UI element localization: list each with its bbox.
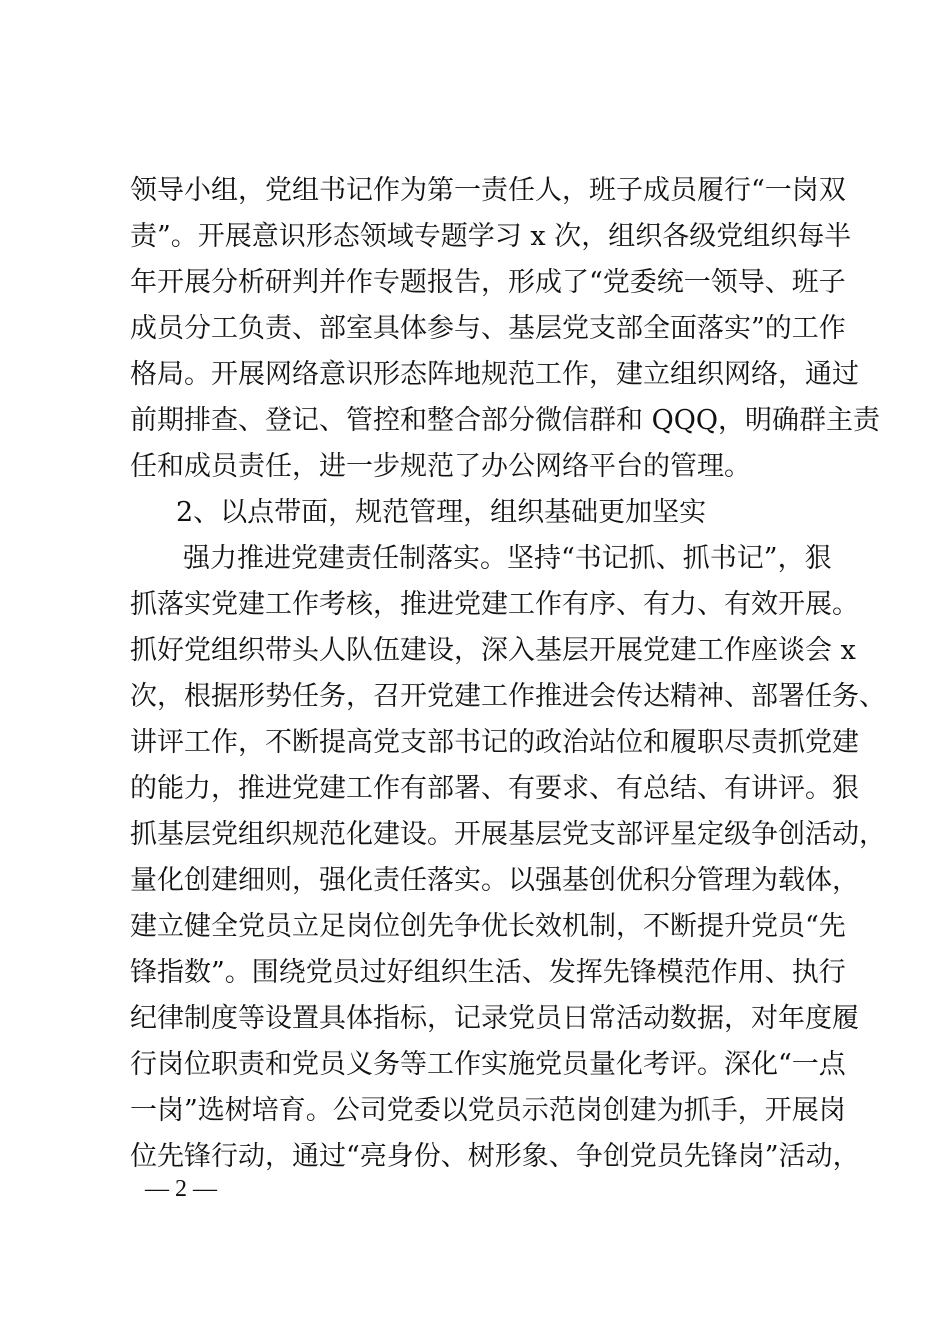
- body-text-line: 抓落实党建工作考核，推进党建工作有序、有力、有效开展。: [130, 589, 859, 620]
- body-text-line: 行岗位职责和党员义务等工作实施党员量化考评。深化“一点: [130, 1049, 846, 1080]
- body-text-line: 格局。开展网络意识形态阵地规范工作，建立组织网络，通过: [130, 359, 859, 390]
- body-text-line: 建立健全党员立足岗位创先争优长效机制，不断提升党员“先: [130, 911, 846, 942]
- body-text-line: 位先锋行动，通过“亮身份、树形象、争创党员先锋岗”活动，: [130, 1141, 860, 1172]
- body-text-line: 次，根据形势任务，召开党建工作推进会传达精神、部署任务、: [130, 681, 886, 712]
- body-text-line: 一岗”选树培育。公司党委以党员示范岗创建为抓手，开展岗: [130, 1095, 846, 1126]
- body-text-line: 责”。开展意识形态领域专题学习 x 次，组织各级党组织每半: [130, 221, 852, 252]
- body-text-line: 领导小组，党组书记作为第一责任人，班子成员履行“一岗双: [130, 175, 846, 206]
- body-text-line: 任和成员责任，进一步规范了办公网络平台的管理。: [130, 451, 751, 482]
- body-text-line: 抓基层党组织规范化建设。开展基层党支部评星定级争创活动，: [130, 819, 886, 850]
- body-text-line: 的能力，推进党建工作有部署、有要求、有总结、有讲评。狠: [130, 773, 859, 804]
- body-text-line: 成员分工负责、部室具体参与、基层党支部全面落实”的工作: [130, 313, 846, 344]
- section-heading: 2、以点带面，规范管理，组织基础更加坚实: [176, 497, 707, 528]
- body-text-line: 锋指数”。围绕党员过好组织生活、发挥先锋模范作用、执行: [130, 957, 846, 988]
- page-number: — 2 —: [145, 1176, 217, 1202]
- body-text-line: 强力推进党建责任制落实。坚持“书记抓、抓书记”，狠: [183, 543, 832, 574]
- body-text-line: 抓好党组织带头人队伍建设，深入基层开展党建工作座谈会 x: [130, 635, 856, 666]
- body-text-line: 讲评工作，不断提高党支部书记的政治站位和履职尽责抓党建: [130, 727, 859, 758]
- body-text-line: 纪律制度等设置具体指标，记录党员日常活动数据，对年度履: [130, 1003, 859, 1034]
- body-text-line: 年开展分析研判并作专题报告，形成了“党委统一领导、班子: [130, 267, 846, 298]
- body-text-line: 前期排查、登记、管控和整合部分微信群和 QQQ，明确群主责: [130, 405, 880, 436]
- body-text-line: 量化创建细则，强化责任落实。以强基创优积分管理为载体，: [130, 865, 859, 896]
